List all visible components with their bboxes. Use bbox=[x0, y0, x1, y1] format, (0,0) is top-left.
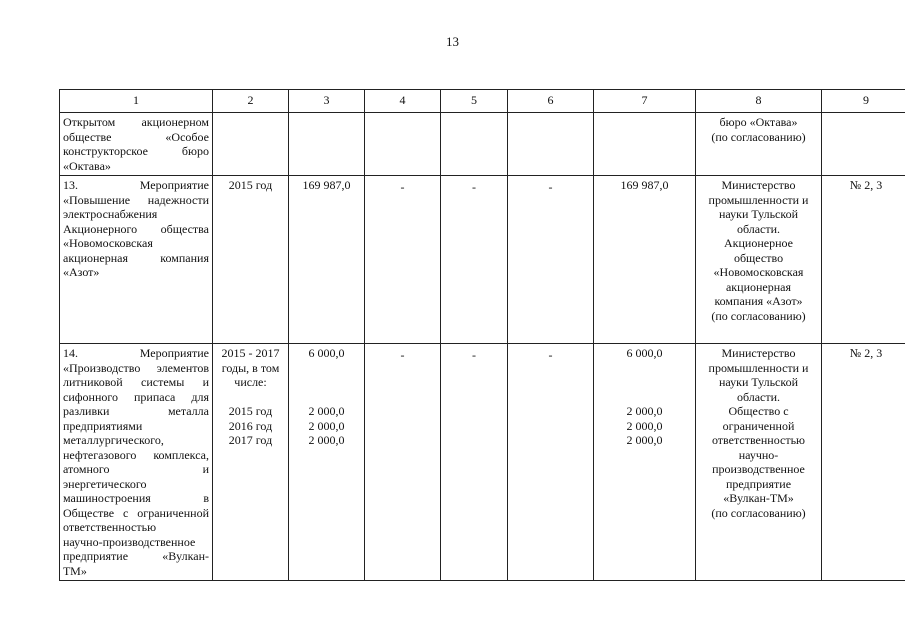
cell-line: годы, в том bbox=[221, 360, 280, 375]
cell-col-2 bbox=[213, 113, 289, 176]
header-cell-6: 6 bbox=[508, 90, 594, 113]
cell-line: 2015 год bbox=[228, 404, 273, 418]
cell-line bbox=[597, 361, 692, 376]
cell-line: 2015 год bbox=[228, 178, 273, 192]
cell-line: ответственностью bbox=[63, 520, 157, 534]
cell-line: 2 000,0 bbox=[626, 418, 663, 433]
cell-line: «Вулкан-ТМ» bbox=[723, 491, 794, 505]
cell-line: Акционерного общества bbox=[63, 221, 209, 236]
cell-line: предприятие «Вулкан- bbox=[63, 549, 209, 563]
header-cell-7: 7 bbox=[594, 90, 696, 113]
header-cell-5: 5 bbox=[441, 90, 508, 113]
header-cell-8: 8 bbox=[696, 90, 822, 113]
cell-line: ответственностью bbox=[711, 433, 806, 447]
cell-line bbox=[292, 375, 361, 390]
cell-line: 2016 год bbox=[228, 418, 273, 433]
cell-line: «Азот» bbox=[63, 265, 100, 279]
cell-col-4: - bbox=[365, 176, 441, 344]
cell-line: (по согласованию) bbox=[711, 505, 806, 520]
cell-col-3 bbox=[289, 113, 365, 176]
cell-col-5: - bbox=[441, 176, 508, 344]
cell-line bbox=[597, 390, 692, 405]
cell-line: электроснабжения bbox=[63, 207, 158, 221]
cell-line bbox=[292, 390, 361, 405]
cell-col-2 bbox=[213, 344, 289, 581]
cell-line: акционерная компания bbox=[63, 250, 209, 265]
cell-line: 2 000,0 bbox=[308, 404, 345, 418]
cell-line: 2017 год bbox=[228, 433, 273, 447]
cell-line: 6 000,0 bbox=[308, 346, 345, 360]
cell-line: научно- bbox=[738, 447, 779, 462]
cell-col-8 bbox=[696, 344, 822, 581]
cell-line: Открытом акционерном bbox=[63, 115, 209, 129]
table-row bbox=[60, 113, 905, 176]
cell-line: (по согласованию) bbox=[711, 308, 806, 323]
cell-line: нефтегазового комплекса, bbox=[63, 447, 209, 462]
cell-line: 2 000,0 bbox=[626, 433, 663, 447]
cell-col-1 bbox=[60, 113, 213, 176]
cell-line bbox=[216, 390, 285, 405]
cell-line: «Производство элементов bbox=[63, 360, 209, 375]
cell-line: энергетического bbox=[63, 476, 147, 491]
header-cell-1: 1 bbox=[60, 90, 213, 113]
cell-col-9 bbox=[822, 113, 905, 176]
cell-line: металлургического, bbox=[63, 433, 164, 447]
cell-line: общество bbox=[733, 250, 784, 265]
cell-line: Обществе с ограниченной bbox=[63, 505, 209, 520]
cell-line: Общество с bbox=[728, 404, 789, 418]
cell-line: предприятие bbox=[725, 476, 792, 491]
cell-line: области. bbox=[736, 389, 781, 404]
cell-line: разливки металла bbox=[63, 404, 209, 418]
cell-line: Министерство bbox=[721, 178, 796, 192]
cell-col-8 bbox=[696, 176, 822, 344]
cell-line: области. bbox=[736, 221, 781, 236]
cell-line: 2 000,0 bbox=[308, 418, 345, 433]
header-cell-4: 4 bbox=[365, 90, 441, 113]
cell-col-6: - bbox=[508, 344, 594, 581]
cell-line: машиностроения в bbox=[63, 491, 209, 505]
cell-line: производственное bbox=[712, 462, 805, 476]
cell-line: 6 000,0 bbox=[626, 346, 663, 360]
header-cell-3: 3 bbox=[289, 90, 365, 113]
cell-col-7 bbox=[594, 176, 696, 344]
cell-line: числе: bbox=[234, 375, 267, 389]
cell-col-7 bbox=[594, 113, 696, 176]
cell-col-6 bbox=[508, 113, 594, 176]
cell-line: сифонного припаса для bbox=[63, 389, 209, 404]
cell-line: 2015 - 2017 bbox=[221, 346, 280, 360]
cell-line: 14. Мероприятие bbox=[63, 346, 209, 360]
table-row bbox=[60, 344, 905, 581]
cell-line: акционерная bbox=[725, 279, 791, 294]
cell-col-6: - bbox=[508, 176, 594, 344]
cell-col-1 bbox=[60, 344, 213, 581]
cell-col-8 bbox=[696, 113, 822, 176]
cell-line: 169 987,0 bbox=[302, 178, 351, 192]
cell-line: «Новомосковская bbox=[63, 236, 153, 250]
cell-line: Акционерное bbox=[724, 236, 793, 250]
cell-line: 2 000,0 bbox=[626, 404, 663, 418]
cell-line: ограниченной bbox=[722, 418, 795, 433]
cell-col-2 bbox=[213, 176, 289, 344]
cell-col-5 bbox=[441, 113, 508, 176]
cell-col-3 bbox=[289, 344, 365, 581]
cell-line: промышленности и bbox=[708, 192, 809, 207]
cell-col-1 bbox=[60, 176, 213, 344]
cell-line: бюро «Октава» bbox=[719, 115, 798, 129]
cell-line: «Октава» bbox=[63, 158, 111, 173]
header-row bbox=[60, 90, 905, 113]
cell-col-4: - bbox=[365, 344, 441, 581]
cell-col-3 bbox=[289, 176, 365, 344]
cell-line: обществе «Особое bbox=[63, 129, 209, 144]
cell-line: научно-производственное bbox=[63, 534, 196, 549]
program-table bbox=[59, 89, 905, 581]
cell-line: (по согласованию) bbox=[711, 129, 806, 144]
cell-col-9: № 2, 3 bbox=[822, 344, 905, 581]
cell-col-7 bbox=[594, 344, 696, 581]
cell-line: промышленности и bbox=[708, 360, 809, 375]
cell-line: 13. Мероприятие bbox=[63, 178, 209, 192]
cell-line: конструкторское бюро bbox=[63, 144, 209, 158]
cell-line: ТМ» bbox=[63, 563, 87, 578]
cell-line: предприятиями bbox=[63, 418, 143, 433]
cell-col-5: - bbox=[441, 344, 508, 581]
cell-line bbox=[292, 361, 361, 376]
cell-line: 2 000,0 bbox=[308, 433, 345, 447]
cell-line: науки Тульской bbox=[718, 207, 799, 221]
cell-col-9: № 2, 3 bbox=[822, 176, 905, 344]
table-row bbox=[60, 176, 905, 344]
cell-col-4 bbox=[365, 113, 441, 176]
cell-line: «Повышение надежности bbox=[63, 192, 209, 207]
header-cell-2: 2 bbox=[213, 90, 289, 113]
cell-line: науки Тульской bbox=[718, 375, 799, 389]
cell-line bbox=[597, 375, 692, 390]
cell-line: литниковой системы и bbox=[63, 375, 209, 389]
cell-line: компания «Азот» bbox=[714, 294, 803, 308]
header-cell-9: 9 bbox=[822, 90, 905, 113]
cell-line: 169 987,0 bbox=[620, 178, 669, 192]
cell-line: «Новомосковская bbox=[713, 265, 804, 279]
cell-line: атомного и bbox=[63, 462, 209, 476]
cell-line: Министерство bbox=[721, 346, 796, 360]
page-number: 13 bbox=[446, 34, 459, 49]
